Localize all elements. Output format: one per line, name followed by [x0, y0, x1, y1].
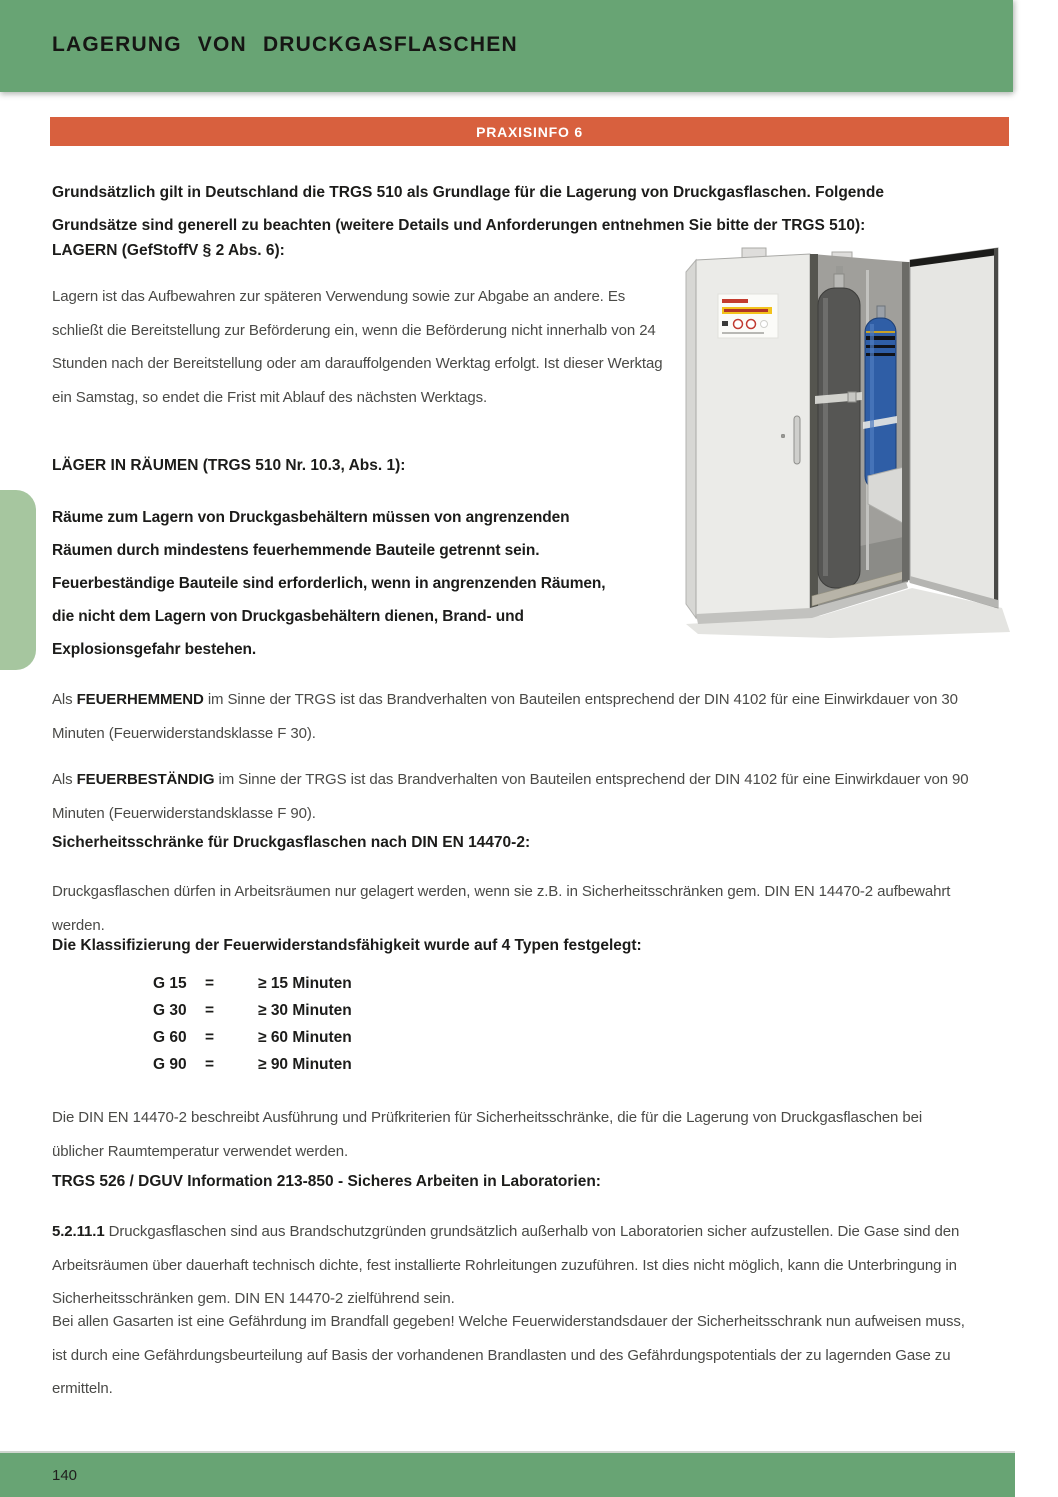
- type-cell: G 15: [153, 974, 187, 992]
- table-row: [153, 970, 352, 997]
- type-cell: G 90: [153, 1055, 187, 1073]
- equals-cell: =: [205, 1055, 215, 1073]
- chapter-side-tab: [0, 490, 36, 670]
- table-row: [153, 1024, 352, 1051]
- door-handle: [794, 416, 800, 464]
- value-cell: ≥ 30 Minuten: [258, 1001, 352, 1019]
- blue-gas-cylinder: [863, 306, 897, 490]
- type-cell: G 60: [153, 1028, 187, 1046]
- clause-text: Druckgasflaschen sind aus Brandschutzgründen grundsätzlich außerhalb von Laboratorien sicher aufzustellen. Die Gase sind den Arbeitsräumen über dauerhaft technisch dichte, fest installierte Rohrleitungen zuzuführen. Ist dies nicht möglich, kann die Unterbringung in Sicherheitsschränken gem. DIN EN 14470-2 zielführend sein.: [52, 1223, 960, 1307]
- value-cell: ≥ 15 Minuten: [258, 974, 352, 992]
- value-cell: ≥ 90 Minuten: [258, 1055, 352, 1073]
- feuerbestaendig-rest: im Sinne der TRGS ist das Brandverhalten von Bauteilen entsprechend der DIN 4102 für eine Einwirkdauer von 90 Minuten (Feuerwiderstandsklasse F 90).: [52, 771, 969, 822]
- praxisinfo-banner: [50, 117, 1009, 146]
- cabinet-right-door-open: [902, 248, 998, 608]
- feuerbestaendig-term: FEUERBESTÄNDIG: [76, 771, 215, 788]
- din-description: Die DIN EN 14470-2 beschreibt Ausführung und Prüfkriterien für Sicherheitsschränke, die für die Lagerung von Druckgasflaschen bei üblicher Raumtemperatur verwendet werden.: [52, 1109, 923, 1160]
- schraenke-paragraph: Druckgasflaschen dürfen in Arbeitsräumen nur gelagert werden, wenn sie z.B. in Sicherheitsschränken gem. DIN EN 14470-2 aufbewahrt werden.: [52, 883, 951, 934]
- safety-cabinet-illustration: [680, 236, 1020, 648]
- feuerhemmend-prefix: Als: [52, 691, 77, 708]
- trgs526-paragraph-2: Bei allen Gasarten ist eine Gefährdung im Brandfall gegeben! Welche Feuerwiderstandsdauer der Sicherheitsschrank nun aufweisen muss, ist durch eine Gefährdungsbeurteilung auf Basis der vorhandenen Brandlasten und des Gefährdungspotentials der zu lagernden Gase zu ermitteln.: [52, 1313, 965, 1397]
- schraenke-heading: Sicherheitsschränke für Druckgasflaschen nach DIN EN 14470-2:: [52, 834, 531, 851]
- lagern-paragraph: Lagern ist das Aufbewahren zur späteren Verwendung sowie zur Abgabe an andere. Es schließt die Bereitstellung zur Beförderung ein, wenn die Beförderung nicht innerhalb von 24 Stunden nach der Bereitstellung oder am darauffolgenden Werktag erfolgt. Ist dieser Werktag ein Samstag, so endet die Frist mit Ablauf des nächsten Werktags.: [52, 288, 663, 406]
- page-title: LAGERUNG VON DRUCKGASFLASCHEN: [52, 33, 518, 56]
- table-row: [153, 1051, 352, 1078]
- page-number: 140: [52, 1466, 78, 1484]
- equals-cell: =: [205, 1028, 215, 1046]
- equals-cell: =: [205, 1001, 215, 1019]
- feuerbestaendig-paragraph: [52, 763, 977, 830]
- door-frame-edge: [810, 254, 818, 610]
- trgs526-heading: TRGS 526 / DGUV Information 213-850 - Sicheres Arbeiten in Laboratorien:: [52, 1173, 601, 1190]
- intro-paragraph: Grundsätzlich gilt in Deutschland die TRGS 510 als Grundlage für die Lagerung von Druckgasflaschen. Folgende Grundsätze sind generell zu beachten (weitere Details und Anforderungen entnehmen Sie bitte der TRGS 510):: [52, 183, 884, 234]
- door-lock-dot: [781, 434, 785, 438]
- laeger-paragraph: Räume zum Lagern von Druckgasbehältern müssen von angrenzenden Räumen durch mindestens feuerhemmende Bauteile getrennt sein. Feuerbeständige Bauteile sind erforderlich, wenn in angrenzenden Räumen, die nicht dem Lagern von Druckgasbehältern dienen, Brand- und Explosionsgefahr bestehen.: [52, 508, 606, 658]
- feuerhemmend-paragraph: [52, 683, 977, 750]
- fire-resistance-table: [153, 970, 352, 1078]
- feuerhemmend-term: FEUERHEMMEND: [76, 691, 204, 708]
- value-cell: ≥ 60 Minuten: [258, 1028, 352, 1046]
- klassifizierung-heading: Die Klassifizierung der Feuerwiderstandsfähigkeit wurde auf 4 Typen festgelegt:: [52, 937, 642, 954]
- type-cell: G 30: [153, 1001, 187, 1019]
- laeger-heading: LÄGER IN RÄUMEN (TRGS 510 Nr. 10.3, Abs. 1):: [52, 457, 406, 474]
- feuerhemmend-rest: im Sinne der TRGS ist das Brandverhalten von Bauteilen entsprechend der DIN 4102 für eine Einwirkdauer von 30 Minuten (Feuerwiderstandsklasse F 30).: [52, 691, 958, 742]
- equals-cell: =: [205, 974, 215, 992]
- page-header-bar: [0, 0, 1013, 92]
- warning-label: [718, 294, 778, 338]
- gray-gas-cylinder: [815, 266, 862, 588]
- clause-number: 5.2.11.1: [52, 1223, 105, 1240]
- cabinet-left-side: [686, 260, 696, 618]
- lagern-heading: LAGERN (GefStoffV § 2 Abs. 6):: [52, 242, 285, 259]
- table-row: [153, 997, 352, 1024]
- safety-cabinet-image: [680, 236, 1020, 648]
- trgs526-paragraph-1: [52, 1215, 980, 1316]
- feuerbestaendig-prefix: Als: [52, 771, 77, 788]
- page-footer-bar: [0, 1451, 1015, 1497]
- praxisinfo-label: PRAXISINFO 6: [476, 123, 583, 140]
